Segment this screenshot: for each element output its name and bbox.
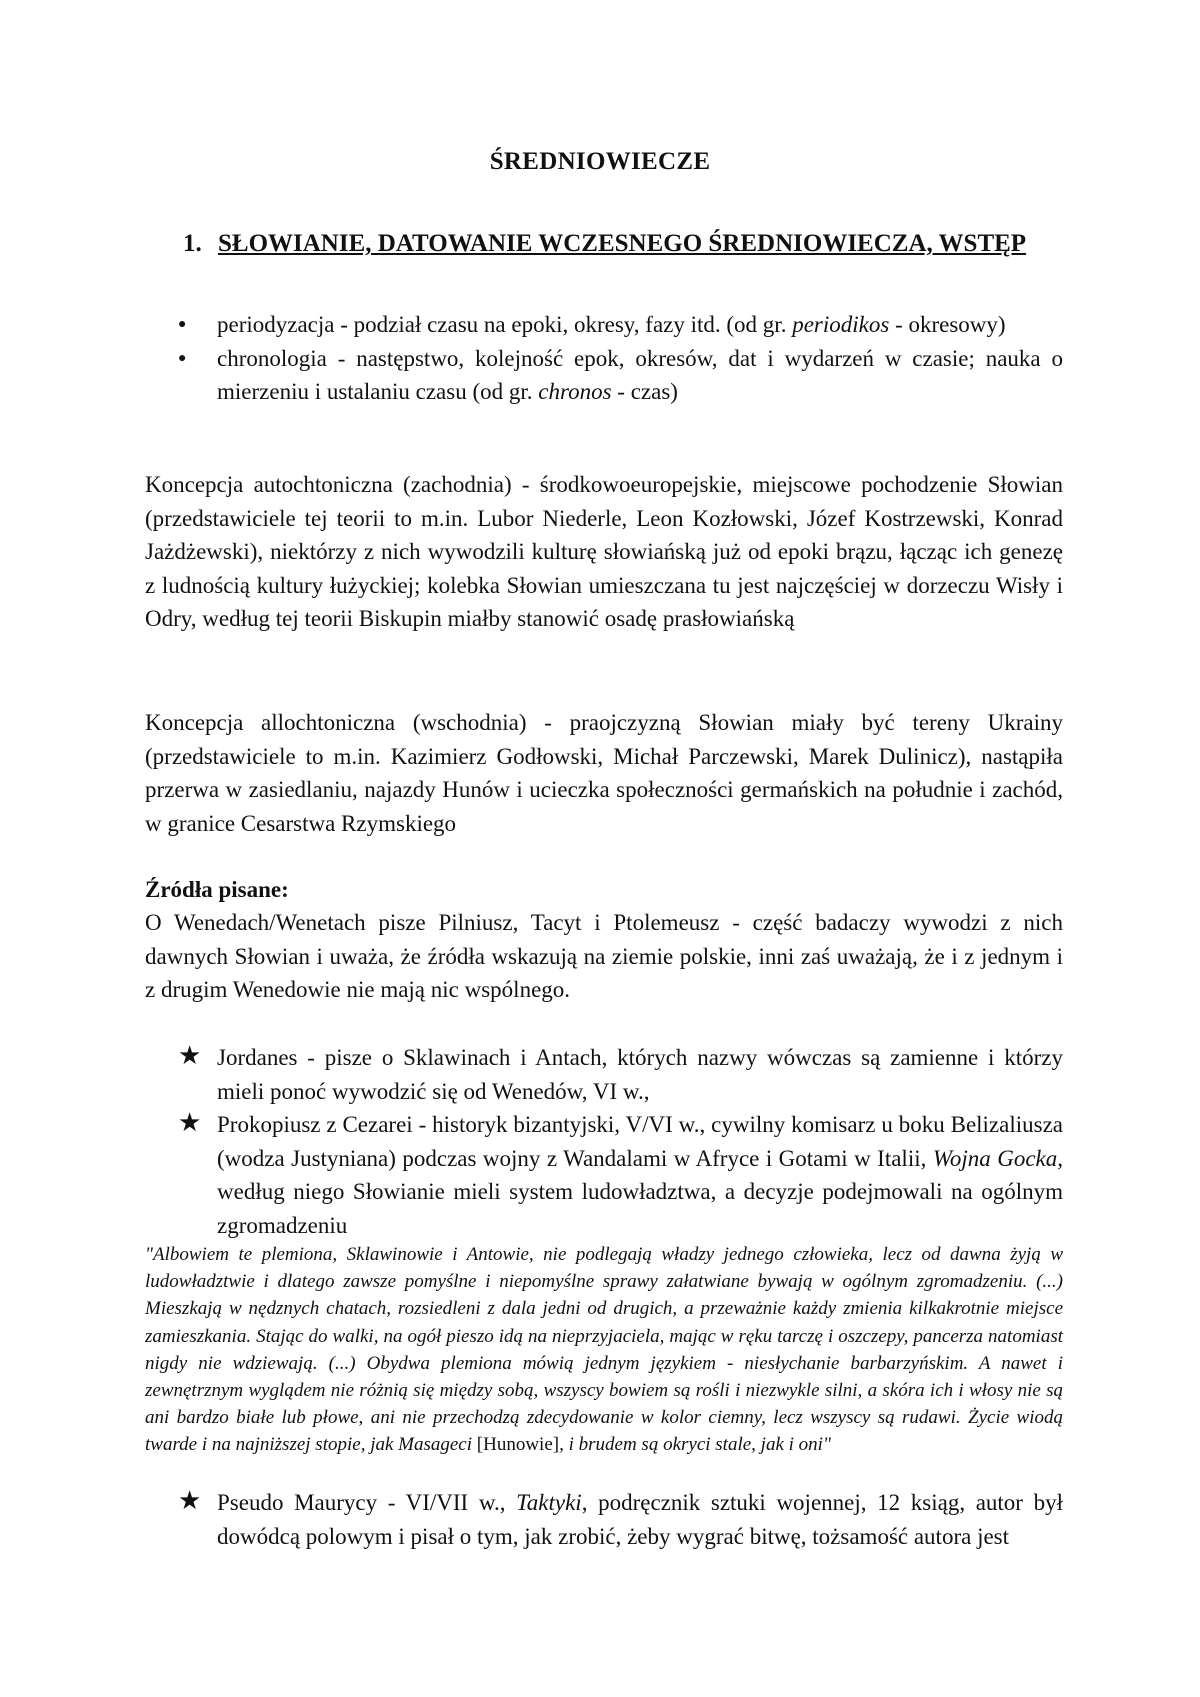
work-title: Taktyki (516, 1490, 582, 1515)
sources-heading: Źródła pisane: (145, 877, 289, 902)
greek-term: chronos (538, 379, 612, 404)
list-item: ● chronologia - następstwo, kolejność epok, okresów, dat i wydarzeń w czasie; nauka o mierzeniu i ustalaniu czasu (od gr. chronos - czas) (178, 342, 1063, 409)
star-marker: ★ (178, 1108, 202, 1137)
bullet-marker: ● (178, 317, 187, 332)
section-number: 1. (183, 230, 202, 257)
document-title: ŚREDNIOWIECZE (489, 148, 711, 175)
paragraph-allochthonous: Koncepcja allochtoniczna (wschodnia) - praojczyzną Słowian miały być tereny Ukrainy (przedstawiciele to m.in. Kazimierz Godłowski, Michał Parczewski, Marek Dulinicz), nastąpiła przerwa w zasiedlaniu, najazdy Hunów i ucieczka społeczności germańskich na południe i zachód, w granice Cesarstwa Rzymskiego (145, 710, 1063, 836)
star-marker: ★ (178, 1041, 202, 1070)
greek-term: periodikos (792, 312, 890, 337)
work-title: Wojna Gocka, (932, 1145, 1063, 1171)
sources-intro: O Wenedach/Wenetach pisze Pilniusz, Tacyt i Ptolemeusz - część badaczy wywodzi z nich dawnych Słowian i uważa, że źródła wskazują na ziemie polskie, inni zaś uważają, że i z jednym i z drugim Wenedowie nie mają nic wspólnego. (145, 910, 1063, 1002)
sources-list-continued (178, 1486, 1063, 1553)
star-marker: ★ (178, 1486, 202, 1515)
list-item: ★ Prokopiusz z Cezarei - historyk bizantyjski, V/VI w., cywilny komisarz u boku Belizaliusza (wodza Justyniana) podczas wojny z Wandalami w Afryce i Gotami w Italii, Wojna Gocka, według niego Słowianie mieli system ludowładztwa, a decyzje podejmowali na ogólnym zgromadzeniu (178, 1108, 1063, 1238)
definitions-list (178, 308, 1063, 409)
section-heading (183, 226, 1063, 261)
list-item: ● periodyzacja - podział czasu na epoki, okresy, fazy itd. (od gr. periodikos - okresowy) (178, 308, 1063, 342)
sources-list (178, 1041, 1063, 1242)
bullet-marker: ● (178, 350, 187, 366)
procopius-quote: "Albowiem te plemiona, Sklawinowie i Antowie, nie podlegają władzy jednego człowieka, lecz od dawna żyją w ludowładztwie i dlatego zawsze pomyślne i niepomyślne sprawy załatwiane bywają w ogólnym zgromadzeniu. (...) Mieszkają w nędznych chatach, rozsiedleni z dala jedni od drugich, a przeważnie każdy zmienia kilkakrotnie miejsce zamieszkania. Stając do walki, na ogół pieszo idą na nieprzyjaciela, mając w ręku tarczę i oszczepy, pancerza natomiast nigdy nie wdziewają. (...) Obydwa plemiona mówią jednym językiem - niesłychanie barbarzyńskim. A nawet i zewnętrznym wyglądem nie różnią się między sobą, wszyscy bowiem są rośli i niezwykle silni, a skóra ich i włosy nie są ani bardzo białe lub płowe, ani nie przechodzą zdecydowanie w kolor ciemny, lecz wszyscy są rudawi. Życie wiodą twarde i na najniższej stopie, jak Masageci [Hunowie], i brudem są okryci stale, jak i oni" (145, 1244, 1063, 1456)
list-item: ★ Pseudo Maurycy - VI/VII w., Taktyki, podręcznik sztuki wojennej, 12 ksiąg, autor był dowódcą polowym i pisał o tym, jak zrobić, żeby wygrać bitwę, tożsamość autora jest (178, 1486, 1063, 1549)
paragraph-autochthonous: Koncepcja autochtoniczna (zachodnia) - środkowoeuropejskie, miejscowe pochodzenie Słowian (przedstawiciele tej teorii to m.in. Lubor Niederle, Leon Kozłowski, Józef Kostrzewski, Konrad Jażdżewski), niektórzy z nich wywodzili kulturę słowiańską już od epoki brązu, łącząc ich genezę z ludnością kultury łużyckiej; kolebka Słowian umieszczana tu jest najczęściej w dorzeczu Wisły i Odry, według tej teorii Biskupin miałby stanowić osadę prasłowiańską (145, 472, 1063, 631)
list-item: ★ Jordanes - pisze o Sklawinach i Antach, których nazwy wówczas są zamienne i którzy mieli ponoć wywodzić się od Wenedów, VI w., (178, 1041, 1063, 1104)
section-heading-text: SŁOWIANIE, DATOWANIE WCZESNEGO ŚREDNIOWIECZA, WSTĘP (218, 230, 1027, 257)
